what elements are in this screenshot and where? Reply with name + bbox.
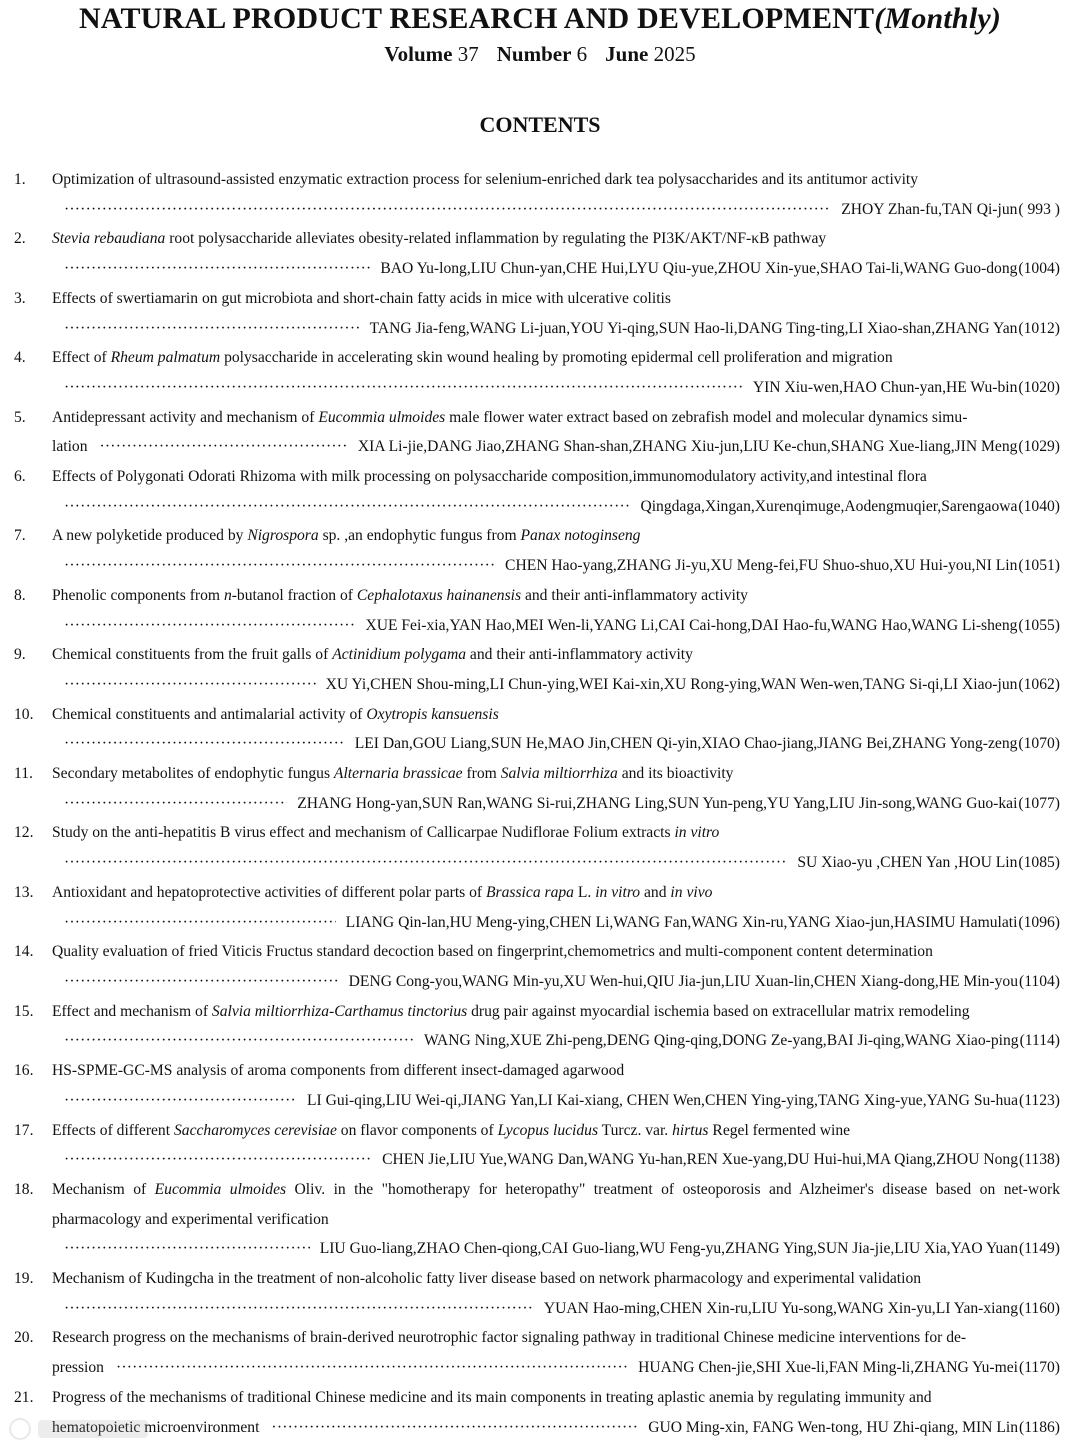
authors: HUANG Chen-jie,SHI Xue-li,FAN Ming-li,ZHANG Yu-mei bbox=[638, 1359, 1018, 1377]
page-number: (1160) bbox=[1019, 1299, 1060, 1317]
title-species-name: Alternaria brassicae bbox=[333, 765, 463, 783]
entry-number: 15. bbox=[14, 1002, 34, 1020]
toc-entry bbox=[0, 462, 1080, 521]
page-number: (1170) bbox=[1019, 1359, 1060, 1377]
title-text: Study on the anti-hepatitis B virus effect and mechanism of Callicarpae Nudiflorae Folium extracts bbox=[52, 824, 675, 842]
toc-entry bbox=[0, 1116, 1080, 1175]
author-line bbox=[52, 789, 1060, 819]
article-title bbox=[52, 700, 1060, 730]
authors: XU Yi,CHEN Shou-ming,LI Chun-ying,WEI Kai-xin,XU Rong-ying,WAN Wen-wen,TANG Si-qi,LI Xiao-jun bbox=[325, 675, 1018, 693]
article-title bbox=[52, 462, 1060, 492]
title-text: Quality evaluation of fried Viticis Fructus standard decoction based on fingerprint,chemometrics and multi-component content determination bbox=[52, 943, 933, 961]
dot-leader bbox=[64, 1294, 534, 1324]
authors: CHEN Jie,LIU Yue,WANG Dan,WANG Yu-han,REN Xue-yang,DU Hui-hui,MA Qiang,ZHOU Nong bbox=[382, 1151, 1018, 1169]
title-text: Secondary metabolites of endophytic fungus bbox=[52, 765, 334, 783]
title-species-name: Panax notoginseng bbox=[520, 527, 641, 545]
article-title bbox=[52, 997, 1060, 1027]
toc-entry bbox=[0, 581, 1080, 640]
author-line bbox=[52, 314, 1060, 344]
title-species-name: in vivo bbox=[670, 883, 713, 901]
entry-number: 18. bbox=[14, 1180, 34, 1198]
title-species-name: Stevia rebaudiana bbox=[52, 230, 166, 248]
entry-number: 16. bbox=[14, 1062, 34, 1080]
article-title bbox=[52, 1383, 1060, 1413]
dot-leader bbox=[64, 254, 370, 284]
title-species-name: Brassica rapa bbox=[486, 883, 574, 901]
entry-number: 4. bbox=[14, 349, 26, 367]
page-number: (1104) bbox=[1019, 972, 1060, 990]
title-species-name: Nigrospora bbox=[247, 527, 319, 545]
entry-number: 11. bbox=[14, 765, 33, 783]
article-title bbox=[52, 343, 1060, 373]
title-text: Effects of Polygonati Odorati Rhizoma with milk processing on polysaccharide composition,immunomodulatory activity,and intestinal flora bbox=[52, 468, 927, 486]
title-species-name: Salvia miltiorrhiza bbox=[500, 765, 618, 783]
title-text: Regel fermented wine bbox=[708, 1121, 851, 1139]
page-number: (1085) bbox=[1018, 854, 1060, 872]
title-text: Progress of the mechanisms of traditional Chinese medicine and its main components in treating aplastic anemia by regulating immunity and bbox=[52, 1388, 932, 1406]
title-text: from bbox=[462, 765, 501, 783]
author-line bbox=[52, 611, 1060, 641]
article-title bbox=[52, 521, 1060, 551]
title-species-name: Lycopus lucidus bbox=[497, 1121, 599, 1139]
toc-entry bbox=[0, 878, 1080, 937]
authors: LEI Dan,GOU Liang,SUN He,MAO Jin,CHEN Qi-yin,XIAO Chao-jiang,JIANG Bei,ZHANG Yong-zeng bbox=[354, 735, 1018, 753]
entry-number: 12. bbox=[14, 824, 34, 842]
authors: LIU Guo-liang,ZHAO Chen-qiong,CAI Guo-liang,WU Feng-yu,ZHANG Ying,SUN Jia-jie,LIU Xia,YAO Yuan bbox=[319, 1240, 1018, 1258]
dot-leader bbox=[64, 492, 630, 522]
dot-leader bbox=[64, 789, 287, 819]
entry-number: 10. bbox=[14, 705, 34, 723]
title-text: Optimization of ultrasound-assisted enzymatic extraction process for selenium-enriched dark tea polysaccharides and its antitumor activity bbox=[52, 171, 919, 188]
title-text: and their anti-inflammatory activity bbox=[466, 646, 693, 664]
authors: YUAN Hao-ming,CHEN Xin-ru,LIU Yu-song,WANG Xin-yu,LI Yan-xiang bbox=[543, 1299, 1018, 1317]
title-text: and their anti-inflammatory activity bbox=[521, 586, 748, 604]
title-text: Effects of swertiamarin on gut microbiota and short-chain fatty acids in mice with ulcerative colitis bbox=[52, 289, 671, 307]
authors: XIA Li-jie,DANG Jiao,ZHANG Shan-shan,ZHANG Xiu-jun,LIU Ke-chun,SHANG Xue-liang,JIN Meng bbox=[357, 438, 1018, 456]
title-text: sp. ,an endophytic fungus from bbox=[318, 527, 521, 545]
author-line bbox=[52, 670, 1060, 700]
author-line bbox=[52, 1234, 1060, 1264]
title-species-name: Eucommia ulmoides bbox=[154, 1180, 287, 1198]
title-species-name: Actinidium polygama bbox=[332, 646, 467, 664]
issue-info bbox=[0, 42, 1080, 67]
title-text: Mechanism of bbox=[52, 1180, 155, 1198]
dot-leader bbox=[64, 373, 743, 403]
dot-leader bbox=[64, 314, 360, 344]
dot-leader bbox=[64, 908, 336, 938]
authors: WANG Ning,XUE Zhi-peng,DENG Qing-qing,DONG Ze-yang,BAI Ji-qing,WANG Xiao-ping bbox=[423, 1032, 1019, 1050]
author-line bbox=[52, 432, 1060, 462]
title-continuation: hematopoietic microenvironment bbox=[52, 1418, 260, 1436]
entry-number: 14. bbox=[14, 943, 34, 961]
title-species-name: Saccharomyces cerevisiae bbox=[173, 1121, 337, 1139]
page-number: (1029) bbox=[1018, 438, 1060, 456]
toc-entry bbox=[0, 1056, 1080, 1115]
page-number: (1062) bbox=[1018, 675, 1060, 693]
entry-number: 8. bbox=[14, 586, 26, 604]
authors: LI Gui-qing,LIU Wei-qi,JIANG Yan,LI Kai-xiang, CHEN Wen,CHEN Ying-ying,TANG Xing-yue,YANG Su-hua bbox=[306, 1091, 1018, 1109]
page-number: (1040) bbox=[1018, 497, 1060, 515]
entry-number: 5. bbox=[14, 408, 26, 426]
article-title bbox=[52, 224, 1060, 254]
title-text: -butanol fraction of bbox=[231, 586, 357, 604]
entry-number: 6. bbox=[14, 468, 26, 486]
dot-leader bbox=[64, 195, 831, 225]
toc-entry bbox=[0, 700, 1080, 759]
title-species-name: Cephalotaxus hainanensis bbox=[356, 586, 522, 604]
title-text: Oliv. in the "homotherapy for heteropathy" treatment of osteoporosis and Alzheimer's disease based on net-work pharmacology and experimental verification bbox=[52, 1180, 1060, 1228]
page-number: (1123) bbox=[1019, 1091, 1060, 1109]
page-number: (1077) bbox=[1018, 794, 1060, 812]
author-line bbox=[52, 1086, 1060, 1116]
toc-entry bbox=[0, 997, 1080, 1056]
title-species-name: in vitro bbox=[674, 824, 720, 842]
page-number: (1012) bbox=[1018, 319, 1060, 337]
author-line bbox=[52, 1026, 1060, 1056]
authors: Qingdaga,Xingan,Xurenqimuge,Aodengmuqier,Sarengaowa bbox=[640, 497, 1018, 515]
title-text: Turcz. var. bbox=[598, 1121, 673, 1139]
entry-number: 7. bbox=[14, 527, 26, 545]
article-title bbox=[52, 640, 1060, 670]
article-title bbox=[52, 1175, 1060, 1234]
entry-number: 19. bbox=[14, 1270, 34, 1288]
volume-number: 37 bbox=[457, 42, 479, 66]
toc-entry bbox=[0, 1175, 1080, 1264]
title-text: Chemical constituents and antimalarial activity of bbox=[52, 705, 367, 723]
article-title bbox=[52, 818, 1060, 848]
page-number: (1138) bbox=[1019, 1151, 1060, 1169]
title-text: male flower water extract based on zebrafish model and molecular dynamics simu- bbox=[445, 408, 968, 426]
entry-number: 17. bbox=[14, 1121, 34, 1139]
entry-number: 1. bbox=[14, 171, 26, 188]
author-line bbox=[52, 1145, 1060, 1175]
page-number: (1186) bbox=[1019, 1418, 1060, 1436]
title-text: polysaccharide in accelerating skin wound healing by promoting epidermal cell proliferation and migration bbox=[220, 349, 893, 367]
title-text: root polysaccharide alleviates obesity-related inflammation by regulating the PI3K/AKT/NF-κB pathway bbox=[165, 230, 827, 248]
title-text: drug pair against myocardial ischemia based on extracellular matrix remodeling bbox=[467, 1002, 970, 1020]
page-number: (1070) bbox=[1018, 735, 1060, 753]
page-number: (1051) bbox=[1018, 557, 1060, 575]
contents-heading: CONTENTS bbox=[479, 112, 601, 137]
title-text: L. bbox=[573, 883, 596, 901]
authors: BAO Yu-long,LIU Chun-yan,CHE Hui,LYU Qiu-yue,ZHOU Xin-yue,SHAO Tai-li,WANG Guo-dong bbox=[380, 260, 1018, 278]
title-text: Antioxidant and hepatoprotective activities of different polar parts of bbox=[52, 883, 487, 901]
title-species-name: Eucommia ulmoides bbox=[318, 408, 446, 426]
entry-number: 20. bbox=[14, 1329, 34, 1347]
authors: YIN Xiu-wen,HAO Chun-yan,HE Wu-bin bbox=[752, 378, 1018, 396]
article-title bbox=[52, 165, 1060, 195]
dot-leader bbox=[64, 670, 316, 700]
title-species-name: in vitro bbox=[595, 883, 641, 901]
author-line bbox=[52, 848, 1060, 878]
authors: ZHANG Hong-yan,SUN Ran,WANG Si-rui,ZHANG Ling,SUN Yun-peng,YU Yang,LIU Jin-song,WANG Guo-kai bbox=[297, 794, 1018, 812]
author-line bbox=[52, 1413, 1060, 1443]
month-label: June bbox=[605, 42, 649, 66]
author-line bbox=[52, 254, 1060, 284]
title-species-name: Rheum palmatum bbox=[110, 349, 221, 367]
title-text: A new polyketide produced by bbox=[52, 527, 248, 545]
author-line bbox=[52, 373, 1060, 403]
dot-leader bbox=[116, 1353, 628, 1383]
volume-label: Volume bbox=[384, 42, 453, 66]
toc-entry bbox=[0, 165, 1080, 224]
number-label: Number bbox=[496, 42, 572, 66]
journal-frequency: (Monthly) bbox=[874, 2, 1002, 35]
dot-leader bbox=[64, 729, 345, 759]
title-text: Chemical constituents from the fruit galls of bbox=[52, 646, 333, 664]
dot-leader bbox=[64, 1145, 372, 1175]
authors: DENG Cong-you,WANG Min-yu,XU Wen-hui,QIU Jia-jun,LIU Xuan-lin,CHEN Xiang-dong,HE Min-you bbox=[348, 972, 1018, 990]
title-species-name: Oxytropis kansuensis bbox=[366, 705, 499, 723]
title-continuation: pression bbox=[52, 1359, 104, 1377]
title-text: Mechanism of Kudingcha in the treatment of non-alcoholic fatty liver disease based on network pharmacology and experimental validation bbox=[52, 1270, 922, 1288]
title-text: and bbox=[640, 883, 671, 901]
page-number: (1004) bbox=[1018, 260, 1060, 278]
article-title bbox=[52, 937, 1060, 967]
article-title bbox=[52, 878, 1060, 908]
author-line bbox=[52, 1353, 1060, 1383]
page-number: (1114) bbox=[1019, 1032, 1060, 1050]
authors: XUE Fei-xia,YAN Hao,MEI Wen-li,YANG Li,CAI Cai-hong,DAI Hao-fu,WANG Hao,WANG Li-sheng bbox=[365, 616, 1018, 634]
issue-number: 6 bbox=[576, 42, 588, 66]
author-line bbox=[52, 1294, 1060, 1324]
toc-entry bbox=[0, 759, 1080, 818]
page-number: (1055) bbox=[1018, 616, 1060, 634]
toc-entry bbox=[0, 818, 1080, 877]
article-title bbox=[52, 403, 1060, 433]
authors: TANG Jia-feng,WANG Li-juan,YOU Yi-qing,SUN Hao-li,DANG Ting-ting,LI Xiao-shan,ZHANG Yan bbox=[369, 319, 1018, 337]
article-title bbox=[52, 1264, 1060, 1294]
entry-number: 2. bbox=[14, 230, 26, 248]
dot-leader bbox=[64, 551, 495, 581]
article-title bbox=[52, 284, 1060, 314]
entry-number: 21. bbox=[14, 1388, 34, 1406]
author-line bbox=[52, 551, 1060, 581]
author-line bbox=[52, 195, 1060, 225]
toc-entry bbox=[0, 224, 1080, 283]
authors: ZHOY Zhan-fu,TAN Qi-jun bbox=[841, 200, 1018, 218]
title-text: Effects of different bbox=[52, 1121, 174, 1139]
toc-entry bbox=[0, 343, 1080, 402]
title-continuation: lation bbox=[52, 438, 88, 456]
dot-leader bbox=[64, 1086, 297, 1116]
title-text: Antidepressant activity and mechanism of bbox=[52, 408, 319, 426]
entry-number: 9. bbox=[14, 646, 26, 664]
page-number: ( 993 ) bbox=[1018, 200, 1060, 218]
toc-entry bbox=[0, 937, 1080, 996]
author-line bbox=[52, 729, 1060, 759]
toc-entry bbox=[0, 284, 1080, 343]
article-title bbox=[52, 1056, 1060, 1086]
dot-leader bbox=[64, 1234, 310, 1264]
toc-entry bbox=[0, 1383, 1080, 1442]
author-line bbox=[52, 492, 1060, 522]
toc-entry bbox=[0, 640, 1080, 699]
toc-entry bbox=[0, 521, 1080, 580]
title-text: and its bioactivity bbox=[617, 765, 734, 783]
table-of-contents bbox=[0, 165, 1080, 1442]
entry-number: 13. bbox=[14, 883, 34, 901]
dot-leader bbox=[100, 432, 348, 462]
authors: CHEN Hao-yang,ZHANG Ji-yu,XU Meng-fei,FU Shuo-shuo,XU Hui-you,NI Lin bbox=[505, 557, 1018, 575]
authors: LIANG Qin-lan,HU Meng-ying,CHEN Li,WANG Fan,WANG Xin-ru,YANG Xiao-jun,HASIMU Hamulati bbox=[345, 913, 1018, 931]
page-number: (1149) bbox=[1019, 1240, 1060, 1258]
authors: SU Xiao-yu ,CHEN Yan ,HOU Lin bbox=[797, 854, 1018, 872]
title-text: Effect of bbox=[52, 349, 111, 367]
title-species-name: Salvia miltiorrhiza-Carthamus tinctorius bbox=[211, 1002, 468, 1020]
title-species-name: hirtus bbox=[672, 1121, 709, 1139]
toc-entry bbox=[0, 403, 1080, 462]
author-line bbox=[52, 967, 1060, 997]
title-text: Research progress on the mechanisms of brain-derived neurotrophic factor signaling pathway in traditional Chinese medicine interventions for de- bbox=[52, 1329, 967, 1347]
title-text: Effect and mechanism of bbox=[52, 1002, 212, 1020]
toc-entry bbox=[0, 1323, 1080, 1382]
entry-number: 3. bbox=[14, 289, 26, 307]
dot-leader bbox=[64, 967, 339, 997]
article-title bbox=[52, 1323, 1060, 1353]
journal-name: NATURAL PRODUCT RESEARCH AND DEVELOPMENT bbox=[78, 2, 875, 35]
article-title bbox=[52, 581, 1060, 611]
page-number: (1020) bbox=[1018, 378, 1060, 396]
issue-year: 2025 bbox=[653, 42, 696, 66]
dot-leader bbox=[271, 1413, 638, 1443]
dot-leader bbox=[64, 611, 355, 641]
title-text: Phenolic components from bbox=[52, 586, 224, 604]
authors: GUO Ming-xin, FANG Wen-tong, HU Zhi-qiang, MIN Lin bbox=[648, 1418, 1018, 1436]
author-line bbox=[52, 908, 1060, 938]
toc-entry bbox=[0, 1264, 1080, 1323]
page-number: (1096) bbox=[1018, 913, 1060, 931]
title-text: HS-SPME-GC-MS analysis of aroma components from different insect-damaged agarwood bbox=[52, 1062, 625, 1080]
dot-leader bbox=[64, 848, 787, 878]
journal-title bbox=[0, 2, 1080, 36]
article-title bbox=[52, 1116, 1060, 1146]
article-title bbox=[52, 759, 1060, 789]
title-text: on flavor components of bbox=[336, 1121, 498, 1139]
title-species-name: n bbox=[223, 586, 232, 604]
dot-leader bbox=[64, 1026, 414, 1056]
